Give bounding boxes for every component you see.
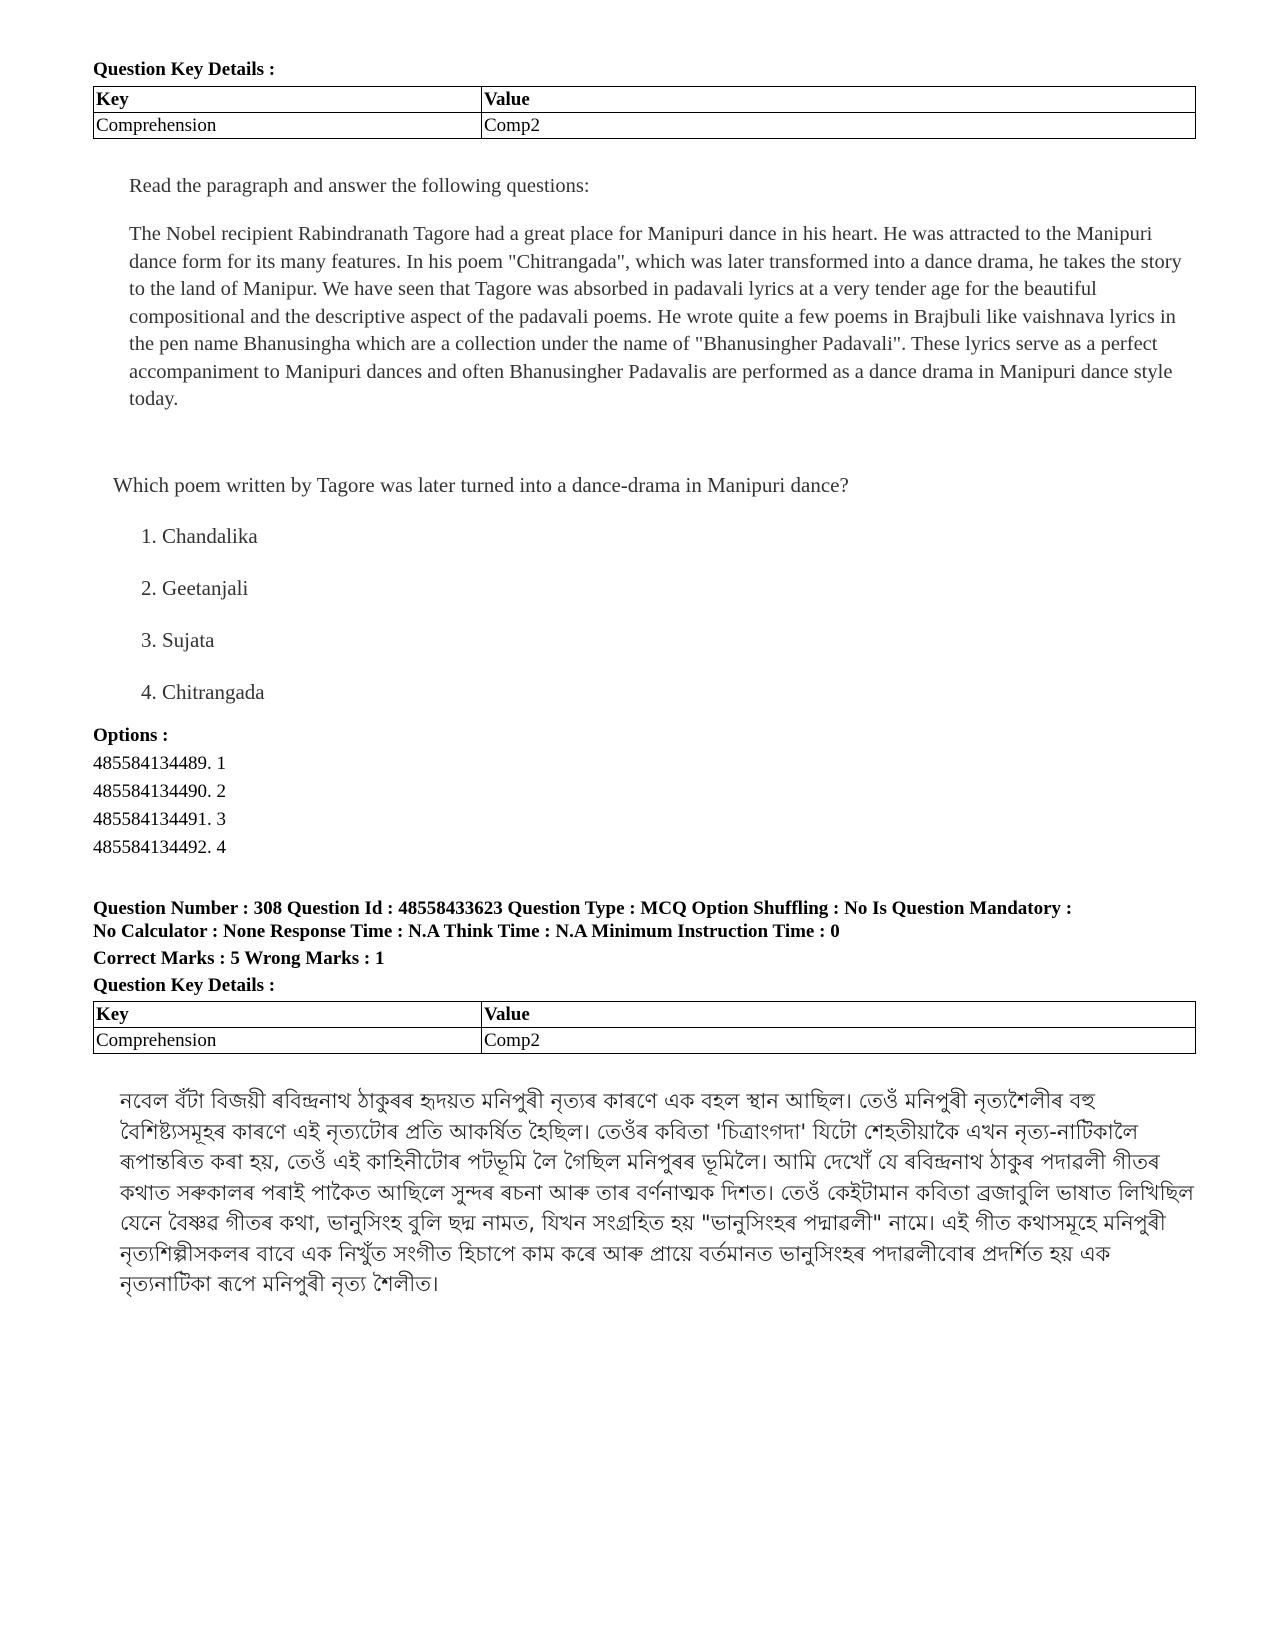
- comprehension-passage: The Nobel recipient Rabindranath Tagore had a great place for Manipuri dance in his heart. He was attracted to the Manipuri dance form for its many features. In his poem "Chitrangada", which was later transformed into a dance drama, he takes the story to the land of Manipur. We have seen that Tagore was absorbed in padavali lyrics at a very tender age for the beautiful compositional and the descriptive aspect of the padavali poems. He wrote quite a few poems in Brajbuli like vaishnava lyrics in the pen name Bhanusingha which are a collection under the name of "Bhanusingher Padavali". These lyrics serve as a perfect accompaniment to Manipuri dances and often Bhanusingher Padavalis are performed as a dance drama in Manipuri dance style today.: [129, 223, 1182, 410]
- table-header-key: Key: [94, 87, 482, 113]
- options-heading: Options :: [93, 725, 169, 746]
- table-cell-key: Comprehension: [94, 1028, 482, 1054]
- table-cell-key: Comprehension: [94, 113, 482, 139]
- table-header-row: [94, 87, 1196, 113]
- table-cell-value: Comp2: [482, 113, 1196, 139]
- question-text: Which poem written by Tagore was later turned into a dance-drama in Manipuri dance?: [113, 473, 849, 497]
- option-id: 485584134489. 1: [93, 753, 226, 774]
- key-value-table: [93, 86, 1196, 139]
- key-value-table: [93, 1001, 1196, 1054]
- option-id: 485584134490. 2: [93, 781, 226, 802]
- table-header-value: Value: [482, 1002, 1196, 1028]
- question-meta-line: Question Number : 308 Question Id : 48558433623 Question Type : MCQ Option Shuffling : No Is Question Mandatory :: [93, 898, 1073, 919]
- answer-choice: 2. Geetanjali: [141, 576, 249, 600]
- answer-choice: 3. Sujata: [141, 628, 215, 652]
- table-row: [94, 113, 1196, 139]
- marks-line: Correct Marks : 5 Wrong Marks : 1: [93, 948, 385, 969]
- assamese-passage: নবেল বঁটা বিজয়ী ৰবিন্দ্ৰনাথ ঠাকুৰৰ হৃদয়ত মনিপুৰী নৃত্যৰ কাৰণে এক বহল স্থান আছিল। তেওঁ মনিপুৰী নৃত্যশৈলীৰ বহু বৈশিষ্ট্যসমূহৰ কাৰণে এই নৃত্যটোৰ প্ৰতি আকৰ্ষিত হৈছিল। তেওঁৰ কবিতা 'চিত্ৰাংগদা' যিটো শেহতীয়াকৈ এখন নৃত্য-নাটিকালৈ ৰূপান্তৰিত কৰা হয়, তেওঁ এই কাহিনীটোৰ পটভূমি লৈ গৈছিল মনিপুৰৰ ভূমিলৈ। আমি দেখোঁ যে ৰবিন্দ্ৰনাথ ঠাকুৰ পদাৱলী গীতৰ কথাত সৰুকালৰ পৰাই পাকৈত আছিলে সুন্দৰ ৰচনা আৰু তাৰ বৰ্ণনাত্মক দিশত। তেওঁ কেইটামান কবিতা ব্ৰজাবুলি ভাষাত লিখিছিল যেনে বৈষ্ণৱ গীতৰ কথা, ভানুসিংহ বুলি ছদ্ম নামত, যিখন সংগ্ৰহিত হয় "ভানুসিংহৰ পদ্মাৱলী" নামে। এই গীত কথাসমূহে মনিপুৰী নৃত্যশিল্পীসকলৰ বাবে এক নিখুঁত সংগীত হিচাপে কাম কৰে আৰু প্ৰায়ে বৰ্তমানত ভানুসিংহৰ পদাৱলীবোৰ প্ৰদৰ্শিত হয় এক নৃত্যনাটিকা ৰূপে মনিপুৰী নৃত্য শৈলীত।: [120, 1089, 1194, 1296]
- table-row: [94, 1028, 1196, 1054]
- key-details-heading: Question Key Details :: [93, 975, 276, 996]
- comprehension-instruction: Read the paragraph and answer the following questions:: [129, 175, 590, 197]
- option-id: 485584134491. 3: [93, 809, 226, 830]
- table-cell-value: Comp2: [482, 1028, 1196, 1054]
- answer-choice: 1. Chandalika: [141, 524, 258, 548]
- key-details-heading: Question Key Details :: [93, 59, 276, 80]
- question-meta-line: No Calculator : None Response Time : N.A Think Time : N.A Minimum Instruction Time : 0: [93, 921, 840, 942]
- table-header-key: Key: [94, 1002, 482, 1028]
- answer-choice: 4. Chitrangada: [141, 680, 265, 704]
- table-header-row: [94, 1002, 1196, 1028]
- table-header-value: Value: [482, 87, 1196, 113]
- option-id: 485584134492. 4: [93, 837, 226, 858]
